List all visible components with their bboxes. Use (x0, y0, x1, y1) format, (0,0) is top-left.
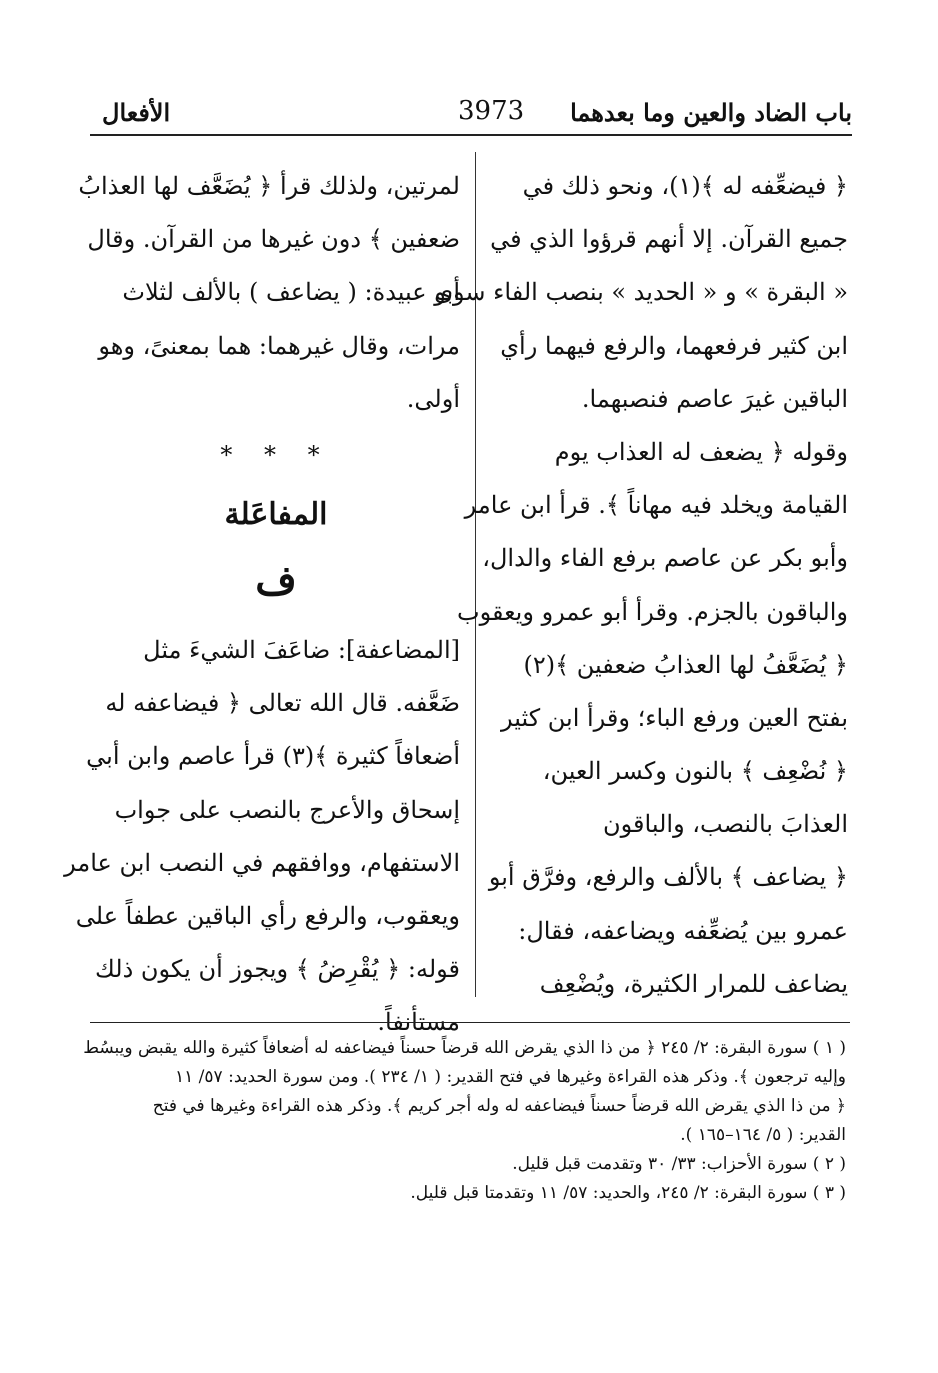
section-heading: المفاعَلة (224, 496, 328, 532)
header-rule (90, 134, 852, 136)
footnote-line: ( ٣ ) سورة البقرة: ٢/ ٢٤٥، والحديد: ٥٧/ ١١ وتقدمتا قبل قليل. (410, 1183, 846, 1203)
left-column (64, 160, 460, 1049)
section-title: الأفعال (102, 98, 171, 127)
text-line: ﴿ يضاعف ﴾ بالألف والرفع، وفرَّق أبو (488, 863, 848, 892)
text-line: أبو عبيدة: ( يضاعف ) بالألف لثلاث (122, 278, 460, 307)
text-line: ابن كثير فرفعهما، والرفع فيهما رأي (500, 331, 848, 360)
text-line: العذابَ بالنصب، والباقون (603, 810, 848, 839)
section-separator: * * * (220, 440, 332, 469)
footnote-line: القدير: ( ٥/ ١٦٤–١٦٥ ). (680, 1125, 846, 1145)
text-line: عمرو بين يُضعِّفه ويضاعفه، فقال: (518, 916, 848, 945)
page-number: 3973 (458, 96, 525, 126)
chapter-title: باب الضاد والعين وما بعدهما (570, 98, 852, 127)
footnote-line: ( ٢ ) سورة الأحزاب: ٣٣/ ٣٠ وتقدمت قبل قليل. (512, 1154, 846, 1174)
text-line: ويعقوب، والرفع رأي الباقين عطفاً على (75, 901, 460, 930)
text-line: ضعفين ﴾ دون غيرها من القرآن. وقال (87, 225, 460, 254)
text-line: « البقرة » و « الحديد » بنصب الفاء سوى (434, 278, 848, 307)
text-line: وقوله ﴿ يضعف له العذاب يوم (554, 437, 848, 466)
text-line: ﴿ نُضْعِف ﴾ بالنون وكسر العين، (542, 757, 848, 786)
text-line: ﴿ فيضعِّفه له ﴾(١)، ونحو ذلك في (522, 172, 848, 200)
footnote-line: ( ١ ) سورة البقرة: ٢/ ٢٤٥ ﴿ من ذا الذي يقرض الله قرضاً حسناً فيضاعفه له أضعافاً كثيرة والله يقبض ويبسُط (83, 1038, 846, 1058)
text-line: أضعافاً كثيرة ﴾(٣) قرأ عاصم وابن أبي (86, 742, 460, 771)
text-line: ﴿ يُضَعَّفُ لها العذابُ ضعفين ﴾(٢) (523, 650, 848, 679)
spacer (92, 616, 460, 624)
footnotes (83, 1034, 846, 1208)
text-line: أولى. (406, 384, 460, 413)
text-line: جميع القرآن. إلا أنهم قرؤوا الذي في (490, 225, 848, 254)
text-line: لمرتين، ولذلك قرأ ﴿ يُضَعَّف لها العذابُ (78, 172, 460, 200)
text-line: والباقون بالجزم. وقرأ أبو عمرو ويعقوب (456, 597, 848, 626)
text-line: مرات، وقال غيرهما: هما بمعنىً، وهو (98, 331, 460, 360)
text-line: الاستفهام، ووافقهم في النصب ابن عامر (64, 848, 460, 877)
footnote-rule (90, 1022, 850, 1023)
footnote-line: ﴿ من ذا الذي يقرض الله قرضاً حسناً فيضاعفه له وله أجر كريم ﴾. وذكر هذه القراءة وغيرها في فتح (152, 1096, 846, 1116)
footnote-line: وإليه ترجعون ﴾. وذكر هذه القراءة وغيرها في فتح القدير: ( ١/ ٢٣٤ ). ومن سورة الحديد: ٥٧/ ١١ (175, 1067, 846, 1087)
text-line: بفتح العين ورفع الباء؛ وقرأ ابن كثير (500, 703, 848, 732)
right-column (434, 160, 848, 1011)
text-line: قوله: ﴿ يُقْرِضُ ﴾ ويجوز أن يكون ذلك (95, 955, 460, 984)
text-line: إسحاق والأعرج بالنصب على جواب (114, 795, 460, 824)
text-line: [المضاعفة]: ضاعَفَ الشيءَ مثل (143, 635, 460, 664)
text-line: يضاعف للمرار الكثيرة، ويُضْعِف (539, 969, 848, 998)
text-line: الباقين غيرَ عاصم فنصبهما. (581, 384, 848, 413)
text-line: ضَعَّفه. قال الله تعالى ﴿ فيضاعفه له (105, 689, 460, 718)
text-line: القيامة ويخلد فيه مهاناً ﴾. قرأ ابن عامر (464, 491, 848, 520)
section-letter: ف (255, 556, 297, 604)
running-header (90, 92, 852, 136)
text-line: مستأنفاً. (377, 1008, 460, 1037)
text-line: وأبو بكر عن عاصم برفع الفاء والدال، (482, 544, 848, 573)
